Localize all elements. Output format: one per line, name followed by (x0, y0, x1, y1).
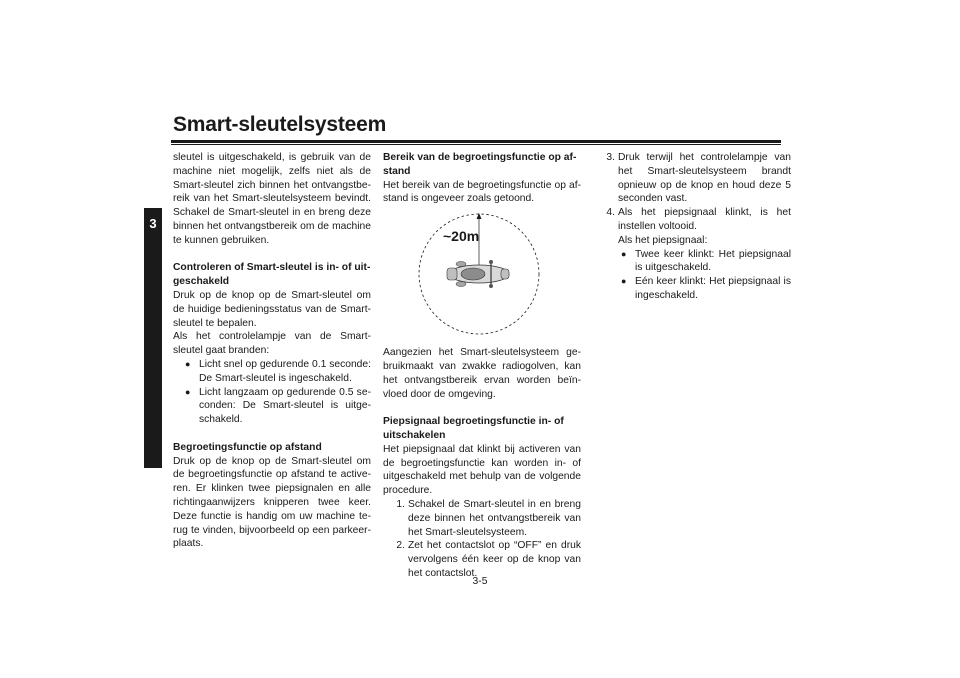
step-number: 1. (396, 498, 405, 510)
list-item (383, 498, 581, 539)
bullet-dot-icon: ● (185, 386, 191, 397)
list-item (593, 206, 791, 234)
numbered-list (383, 498, 581, 581)
column-3 (593, 151, 791, 303)
bullet-list (593, 248, 791, 303)
column-2 (383, 151, 581, 581)
list-item (593, 151, 791, 206)
bullet-dot-icon: ● (185, 358, 191, 369)
list-item (173, 358, 371, 386)
motorcycle-topview-icon (447, 260, 509, 288)
step-number: 4. (606, 207, 615, 219)
section-heading: Bereik van de begroetingsfunctie op afstand (383, 152, 577, 177)
paragraph: Het bereik van de begroetingsfunctie op afstand is ongeveer zoals getoond. (383, 179, 581, 205)
list-item-text: Licht snel op gedurende 0.1 seconde: De Smart-sleutel is ingeschakeld. (199, 358, 371, 384)
section-heading: Begroetingsfunctie op afstand (173, 441, 322, 453)
column-1 (173, 151, 371, 551)
step-text: Als het piepsignaal klinkt, is het instellen voltooid. (618, 207, 791, 232)
step-text: Druk terwijl het controlelampje van het Smart-sleutelsysteem brandt opnieuw op de knop en houd deze 5 seconden vast. (618, 152, 791, 205)
list-item (593, 248, 791, 276)
paragraph: Als het piepsignaal: (618, 234, 708, 246)
paragraph: Als het controlelampje van de Smart-sleutel gaat branden: (173, 331, 371, 357)
paragraph: Druk op de knop op de Smart-sleutel om de huidige bedieningsstatus van de Smart-sleutel te bepalen. (173, 289, 371, 329)
bullet-dot-icon: ● (621, 276, 627, 287)
paragraph: Druk op de knop op de Smart-sleutel om de begroetingsfunctie op afstand te activeren. Er klinken twee piepsignalen en alle richtingaanwijzers knipperen twee keer. Deze functie is handig om uw machine terug te vinden, bijvoorbeeld op een parkeerplaats. (173, 455, 371, 550)
section-heading: Piepsignaal begroetingsfunctie in- of uitschakelen (383, 416, 564, 441)
header-rule (171, 140, 781, 143)
page-title: Smart-sleutelsysteem (173, 113, 387, 136)
range-circle-diagram (383, 208, 581, 340)
chapter-tab-number: 3 (149, 216, 157, 231)
paragraph: Het piepsignaal dat klinkt bij activeren van de begroetingsfunctie kan worden in- of uitgeschakeld met behulp van de volgende procedure. (383, 443, 581, 497)
page-number: 3-5 (472, 576, 488, 587)
range-label: ~20m (443, 228, 480, 245)
list-item (593, 275, 791, 303)
chapter-tab (144, 208, 162, 468)
list-item-text: Twee keer klinkt: Het piepsignaal is uitgeschakeld. (635, 248, 791, 274)
step-text: Zet het contactslot op “OFF” en druk vervolgens één keer op de knop van het contactslot. (408, 540, 581, 579)
range-figure (383, 208, 581, 340)
paragraph: Aangezien het Smart-sleutelsysteem gebruikmaakt van zwakke radiogolven, kan het ontvangstbereik ervan worden beïnvloed door de omgeving. (383, 347, 581, 400)
bullet-list (173, 358, 371, 427)
list-item-text: Licht langzaam op gedurende 0.5 seconden: De Smart-sleutel is uitgeschakeld. (199, 386, 371, 426)
paragraph: sleutel is uitgeschakeld, is gebruik van de machine niet mogelijk, zelfs niet als de Smart-sleutel zich binnen het ontvangstbereik van het Smart-sleutelsysteem bevindt. Schakel de Smart-sleutel in en breng deze binnen het ontvangstbereik om de machine te kunnen gebruiken. (173, 152, 371, 246)
step-number: 2. (396, 540, 405, 552)
list-item (383, 539, 581, 580)
list-item (173, 386, 371, 427)
header-rule-thin (171, 144, 781, 145)
list-item-text: Eén keer klinkt: Het piepsignaal is ingeschakeld. (635, 276, 791, 301)
bullet-dot-icon: ● (621, 248, 627, 259)
step-text: Schakel de Smart-sleutel in en breng deze binnen het ontvangstbereik van het Smart-sleutelsysteem. (408, 498, 581, 538)
step-number: 3. (606, 152, 615, 163)
numbered-list (593, 151, 791, 234)
section-heading: Controleren of Smart-sleutel is in- of uitgeschakeld (173, 262, 371, 288)
